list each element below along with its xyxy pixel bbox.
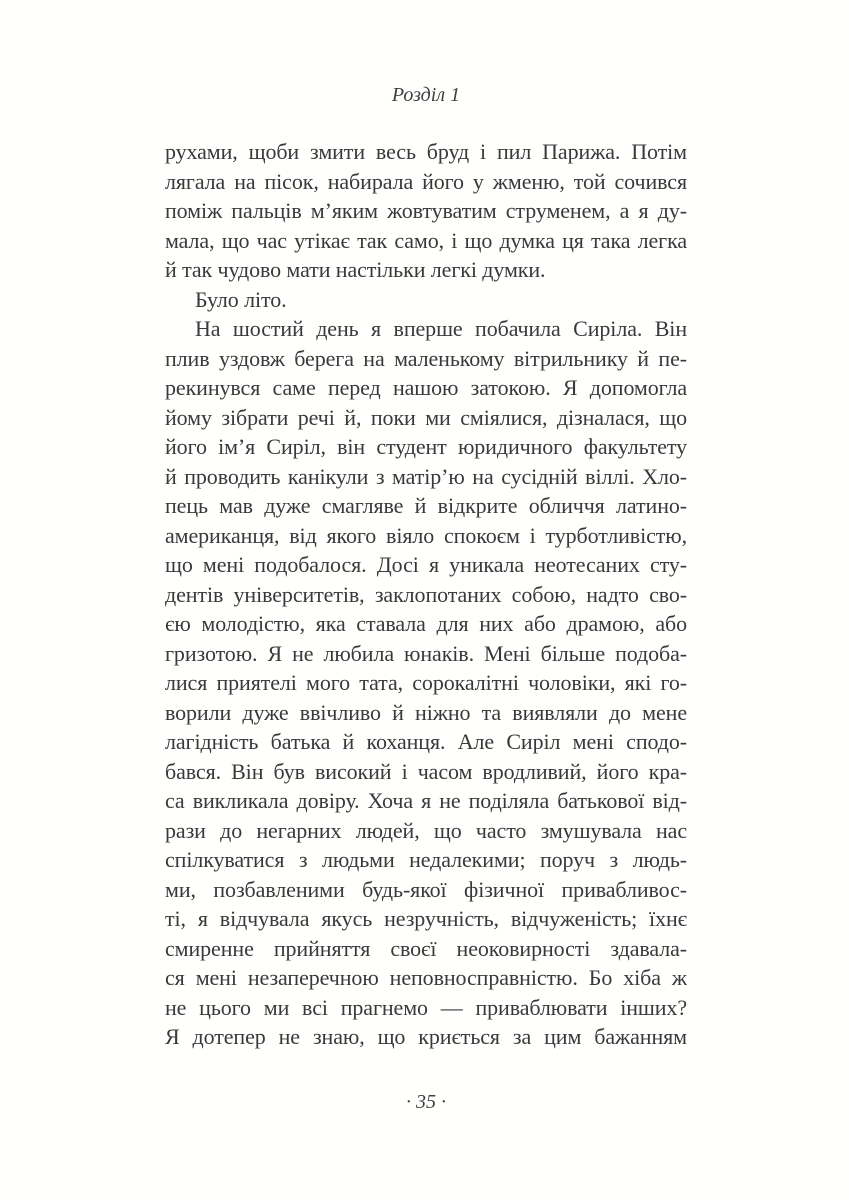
text-line: спілкуватися з людьми недалекими; поруч з людь- <box>165 847 687 872</box>
text-line: лягала на пісок, набирала його у жменю, той сочився <box>165 168 687 194</box>
text-line: йому зібрати речі й, поки ми сміялися, дізналася, що <box>165 404 687 430</box>
text-line: єю молодістю, яка ставала для них або драмою, або <box>165 611 687 636</box>
text-line: рухами, щоби змити весь бруд і пил Парижа. Потім <box>165 139 687 164</box>
text-line: Я дотепер не знаю, що криється за цим бажанням <box>165 1024 687 1049</box>
text-line: рекинувся саме перед нашою затокою. Я допомогла <box>165 375 687 400</box>
text-line: лагідність батька й коханця. Але Сиріл мені сподо- <box>165 729 687 754</box>
text-line: рази до негарних людей, що часто змушувала нас <box>165 817 687 843</box>
text-line: ся мені незаперечною неповносправністю. Бо хіба ж <box>165 965 687 990</box>
text-line: його ім’я Сиріл, він студент юридичного факультету <box>165 434 687 459</box>
page-number: · 35 · <box>406 1091 446 1113</box>
text-line: й проводить канікули з матір’ю на сусідній віллі. Хло- <box>165 463 687 489</box>
text-line: пець мав дуже смагляве й відкрите обличчя латино- <box>165 493 687 518</box>
text-line: ми, позбавленими будь-якої фізичної привабливос- <box>165 876 687 902</box>
text-line: бався. Він був високий і часом вродливий, його кра- <box>165 758 687 784</box>
text-line: дентів університетів, заклопотаних собою, надто сво- <box>165 581 687 607</box>
text-line: Було літо. <box>195 286 287 312</box>
text-line: мала, що час утікає так само, і що думка ця така легка <box>165 227 687 253</box>
text-line: поміж пальців м’яким жовтуватим струменем, а я ду- <box>165 198 687 223</box>
text-line: американця, від якого віяло спокоєм і турботливістю, <box>165 522 687 548</box>
text-line: плив уздовж берега на маленькому вітрильнику й пе- <box>165 345 687 371</box>
text-line: ті, я відчувала якусь незручність, відчуженість; їхнє <box>165 906 687 931</box>
text-line: гризотою. Я не любила юнаків. Мені більше подоба- <box>165 640 687 666</box>
page-body-text <box>165 137 687 1052</box>
text-line: не цього ми всі прагнемо — приваблювати інших? <box>165 994 687 1020</box>
text-line: ворили дуже ввічливо й ніжно та виявляли до мене <box>165 699 687 725</box>
chapter-heading: Розділ 1 <box>391 84 461 106</box>
text-line: са викликала довіру. Хоча я не поділяла батькової від- <box>165 788 687 813</box>
text-line: смиренне прийняття своєї неоковирності здавала- <box>165 935 687 961</box>
text-line: й так чудово мати настільки легкі думки. <box>165 257 546 282</box>
text-line: На шостий день я вперше побачила Сиріла. Він <box>195 316 687 341</box>
text-line: що мені подобалося. Досі я уникала неотесаних сту- <box>165 552 687 577</box>
text-line: лися приятелі мого тата, сорокалітні чоловіки, які го- <box>165 670 687 695</box>
